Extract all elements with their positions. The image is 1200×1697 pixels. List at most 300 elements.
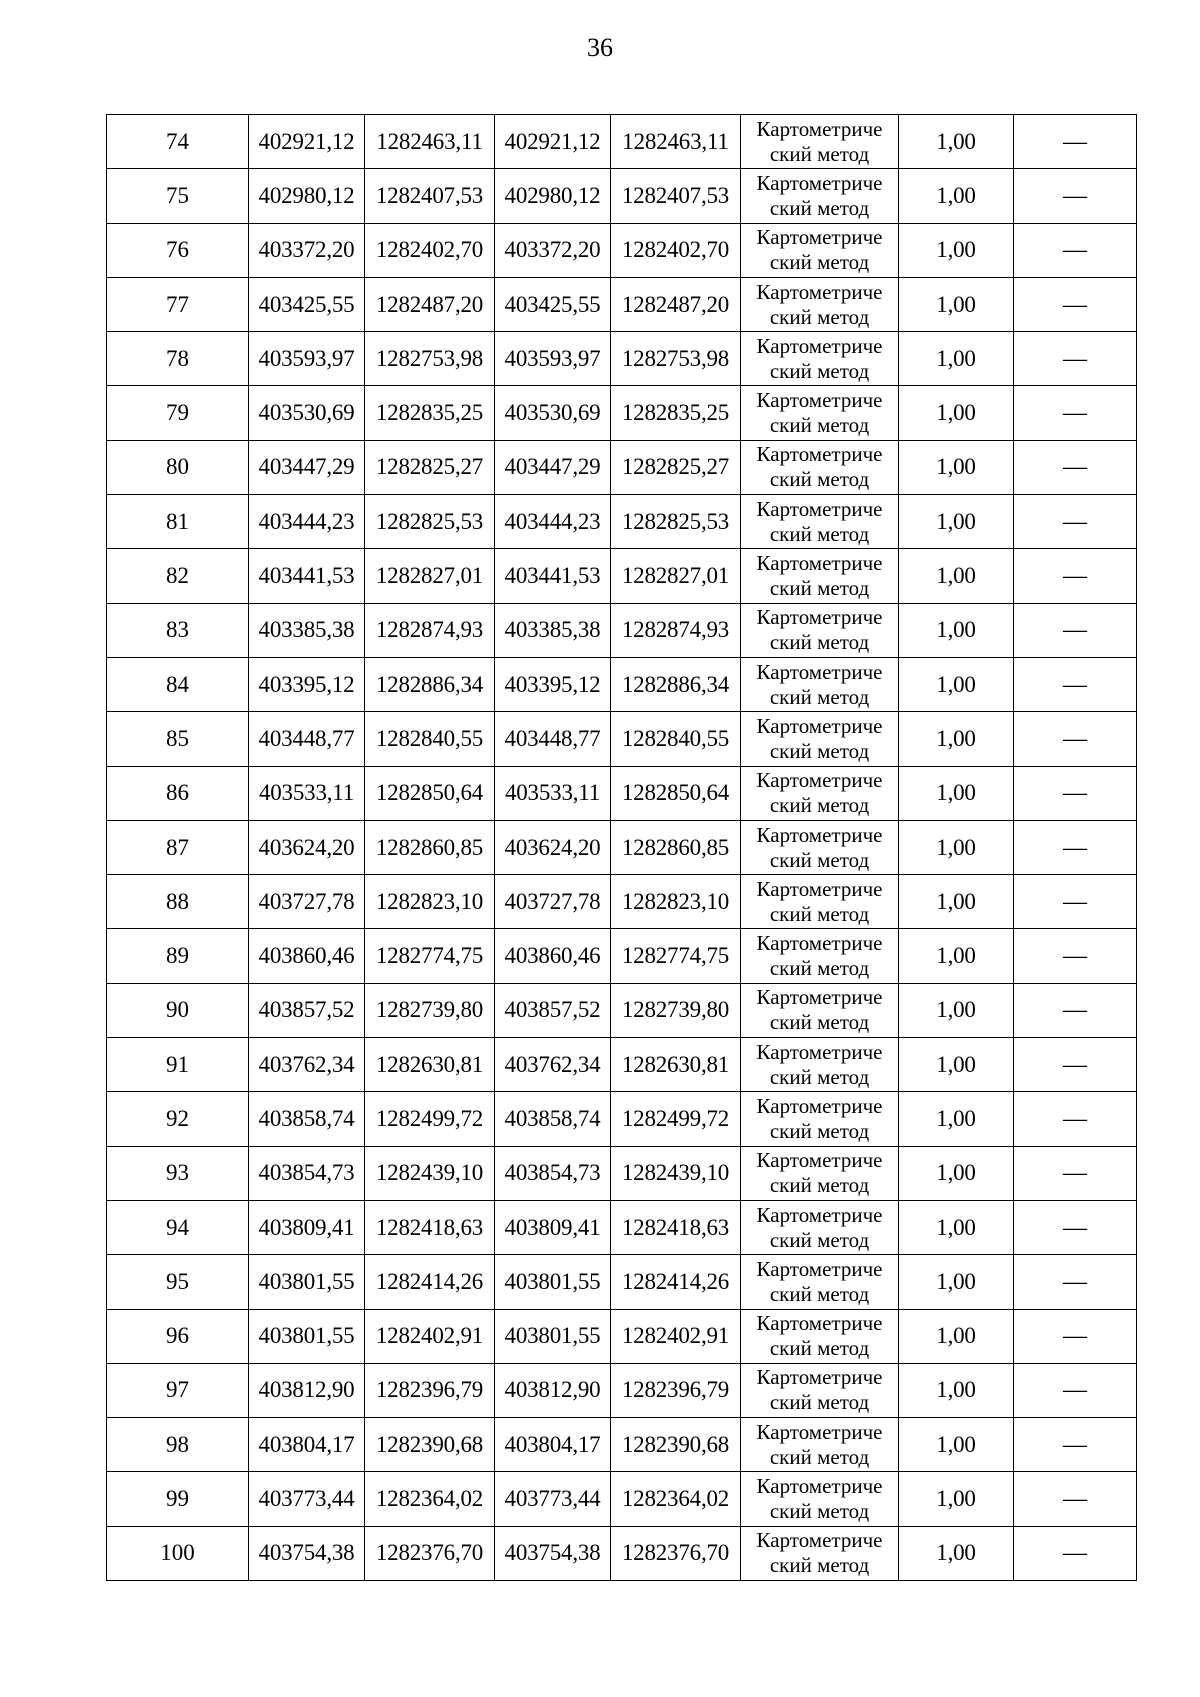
x-existing-cell: 403593,97 xyxy=(249,332,365,386)
note-cell: — xyxy=(1014,603,1137,657)
point-number-cell: 95 xyxy=(107,1255,249,1309)
x-existing-cell: 403533,11 xyxy=(249,766,365,820)
method-line-2: ский метод xyxy=(769,1336,870,1361)
point-number-cell: 84 xyxy=(107,657,249,711)
y-existing-cell: 1282418,63 xyxy=(365,1200,495,1254)
accuracy-cell: 1,00 xyxy=(899,1146,1014,1200)
x-new-cell: 403447,29 xyxy=(495,440,611,494)
point-number-cell: 87 xyxy=(107,820,249,874)
note-cell: — xyxy=(1014,1200,1137,1254)
note-cell: — xyxy=(1014,277,1137,331)
note-cell: — xyxy=(1014,712,1137,766)
x-existing-cell: 403773,44 xyxy=(249,1472,365,1526)
method-line-1: Картометриче xyxy=(756,985,883,1010)
method-line-1: Картометриче xyxy=(756,116,883,141)
method-line-1: Картометриче xyxy=(756,170,883,195)
point-number-cell: 91 xyxy=(107,1038,249,1092)
accuracy-cell: 1,00 xyxy=(899,332,1014,386)
accuracy-cell: 1,00 xyxy=(899,1092,1014,1146)
method-line-1: Картометриче xyxy=(756,551,883,576)
y-new-cell: 1282376,70 xyxy=(611,1526,741,1580)
method-line-2: ский метод xyxy=(769,576,870,601)
y-new-cell: 1282487,20 xyxy=(611,277,741,331)
y-new-cell: 1282414,26 xyxy=(611,1255,741,1309)
method-line-2: ский метод xyxy=(769,738,870,763)
x-new-cell: 403801,55 xyxy=(495,1309,611,1363)
method-cell xyxy=(741,1363,899,1417)
point-number-cell: 83 xyxy=(107,603,249,657)
table-row xyxy=(107,603,1137,657)
note-cell: — xyxy=(1014,169,1137,223)
x-new-cell: 403809,41 xyxy=(495,1200,611,1254)
table-row xyxy=(107,1472,1137,1526)
accuracy-cell: 1,00 xyxy=(899,1309,1014,1363)
accuracy-cell: 1,00 xyxy=(899,712,1014,766)
method-line-1: Картометриче xyxy=(756,605,883,630)
point-number-cell: 75 xyxy=(107,169,249,223)
method-line-2: ский метод xyxy=(769,1173,870,1198)
table-row xyxy=(107,929,1137,983)
table-row xyxy=(107,440,1137,494)
table-row xyxy=(107,657,1137,711)
note-cell: — xyxy=(1014,1472,1137,1526)
x-new-cell: 403857,52 xyxy=(495,983,611,1037)
method-cell xyxy=(741,277,899,331)
accuracy-cell: 1,00 xyxy=(899,766,1014,820)
y-new-cell: 1282823,10 xyxy=(611,875,741,929)
note-cell: — xyxy=(1014,1363,1137,1417)
y-existing-cell: 1282487,20 xyxy=(365,277,495,331)
y-new-cell: 1282753,98 xyxy=(611,332,741,386)
method-line-2: ский метод xyxy=(769,141,870,166)
point-number-cell: 82 xyxy=(107,549,249,603)
accuracy-cell: 1,00 xyxy=(899,1472,1014,1526)
table-row xyxy=(107,983,1137,1037)
method-line-1: Картометриче xyxy=(756,1256,883,1281)
y-new-cell: 1282402,70 xyxy=(611,223,741,277)
page-number: 36 xyxy=(587,33,613,62)
y-new-cell: 1282396,79 xyxy=(611,1363,741,1417)
accuracy-cell: 1,00 xyxy=(899,440,1014,494)
x-existing-cell: 403447,29 xyxy=(249,440,365,494)
y-existing-cell: 1282364,02 xyxy=(365,1472,495,1526)
method-line-2: ский метод xyxy=(769,521,870,546)
method-cell xyxy=(741,1418,899,1472)
table-row xyxy=(107,1255,1137,1309)
x-existing-cell: 403801,55 xyxy=(249,1255,365,1309)
method-cell xyxy=(741,495,899,549)
y-new-cell: 1282463,11 xyxy=(611,115,741,169)
point-number-cell: 80 xyxy=(107,440,249,494)
y-existing-cell: 1282827,01 xyxy=(365,549,495,603)
x-new-cell: 403444,23 xyxy=(495,495,611,549)
x-new-cell: 403530,69 xyxy=(495,386,611,440)
method-cell xyxy=(741,169,899,223)
x-existing-cell: 403395,12 xyxy=(249,657,365,711)
method-line-1: Картометриче xyxy=(756,1202,883,1227)
y-new-cell: 1282825,53 xyxy=(611,495,741,549)
note-cell: — xyxy=(1014,929,1137,983)
accuracy-cell: 1,00 xyxy=(899,495,1014,549)
method-cell xyxy=(741,766,899,820)
method-line-1: Картометриче xyxy=(756,225,883,250)
accuracy-cell: 1,00 xyxy=(899,1363,1014,1417)
method-line-2: ский метод xyxy=(769,1553,870,1578)
point-number-cell: 86 xyxy=(107,766,249,820)
x-new-cell: 403372,20 xyxy=(495,223,611,277)
y-existing-cell: 1282402,91 xyxy=(365,1309,495,1363)
x-new-cell: 403448,77 xyxy=(495,712,611,766)
x-existing-cell: 403385,38 xyxy=(249,603,365,657)
note-cell: — xyxy=(1014,1526,1137,1580)
x-existing-cell: 402980,12 xyxy=(249,169,365,223)
method-line-1: Картометриче xyxy=(756,1311,883,1336)
table-row xyxy=(107,1309,1137,1363)
y-new-cell: 1282860,85 xyxy=(611,820,741,874)
note-cell: — xyxy=(1014,1255,1137,1309)
accuracy-cell: 1,00 xyxy=(899,169,1014,223)
accuracy-cell: 1,00 xyxy=(899,549,1014,603)
point-number-cell: 96 xyxy=(107,1309,249,1363)
accuracy-cell: 1,00 xyxy=(899,603,1014,657)
method-cell xyxy=(741,1309,899,1363)
table-row xyxy=(107,1200,1137,1254)
accuracy-cell: 1,00 xyxy=(899,820,1014,874)
x-existing-cell: 403812,90 xyxy=(249,1363,365,1417)
y-new-cell: 1282835,25 xyxy=(611,386,741,440)
x-new-cell: 403762,34 xyxy=(495,1038,611,1092)
point-number-cell: 97 xyxy=(107,1363,249,1417)
method-line-1: Картометриче xyxy=(756,333,883,358)
point-number-cell: 78 xyxy=(107,332,249,386)
y-existing-cell: 1282850,64 xyxy=(365,766,495,820)
method-cell xyxy=(741,929,899,983)
point-number-cell: 100 xyxy=(107,1526,249,1580)
method-line-1: Картометриче xyxy=(756,822,883,847)
x-new-cell: 403854,73 xyxy=(495,1146,611,1200)
note-cell: — xyxy=(1014,115,1137,169)
table-row xyxy=(107,1526,1137,1580)
point-number-cell: 98 xyxy=(107,1418,249,1472)
method-line-2: ский метод xyxy=(769,358,870,383)
accuracy-cell: 1,00 xyxy=(899,223,1014,277)
x-new-cell: 403533,11 xyxy=(495,766,611,820)
x-existing-cell: 403425,55 xyxy=(249,277,365,331)
accuracy-cell: 1,00 xyxy=(899,875,1014,929)
y-new-cell: 1282850,64 xyxy=(611,766,741,820)
table-row xyxy=(107,223,1137,277)
y-new-cell: 1282827,01 xyxy=(611,549,741,603)
note-cell: — xyxy=(1014,1038,1137,1092)
note-cell: — xyxy=(1014,983,1137,1037)
method-cell xyxy=(741,983,899,1037)
method-line-2: ский метод xyxy=(769,1227,870,1252)
x-existing-cell: 403860,46 xyxy=(249,929,365,983)
method-cell xyxy=(741,1092,899,1146)
table-row xyxy=(107,875,1137,929)
y-existing-cell: 1282396,79 xyxy=(365,1363,495,1417)
x-existing-cell: 402921,12 xyxy=(249,115,365,169)
y-new-cell: 1282774,75 xyxy=(611,929,741,983)
method-line-1: Картометриче xyxy=(756,1039,883,1064)
y-new-cell: 1282402,91 xyxy=(611,1309,741,1363)
method-line-2: ский метод xyxy=(769,901,870,926)
y-existing-cell: 1282739,80 xyxy=(365,983,495,1037)
method-line-1: Картометриче xyxy=(756,442,883,467)
accuracy-cell: 1,00 xyxy=(899,115,1014,169)
y-existing-cell: 1282439,10 xyxy=(365,1146,495,1200)
table-row xyxy=(107,712,1137,766)
y-existing-cell: 1282402,70 xyxy=(365,223,495,277)
x-existing-cell: 403762,34 xyxy=(249,1038,365,1092)
y-new-cell: 1282439,10 xyxy=(611,1146,741,1200)
method-line-1: Картометриче xyxy=(756,876,883,901)
x-existing-cell: 403858,74 xyxy=(249,1092,365,1146)
x-new-cell: 403395,12 xyxy=(495,657,611,711)
x-existing-cell: 403854,73 xyxy=(249,1146,365,1200)
note-cell: — xyxy=(1014,1146,1137,1200)
y-existing-cell: 1282874,93 xyxy=(365,603,495,657)
method-line-2: ский метод xyxy=(769,195,870,220)
note-cell: — xyxy=(1014,1418,1137,1472)
x-existing-cell: 403727,78 xyxy=(249,875,365,929)
y-new-cell: 1282825,27 xyxy=(611,440,741,494)
x-new-cell: 403593,97 xyxy=(495,332,611,386)
method-cell xyxy=(741,115,899,169)
x-new-cell: 403773,44 xyxy=(495,1472,611,1526)
accuracy-cell: 1,00 xyxy=(899,277,1014,331)
method-line-2: ский метод xyxy=(769,1064,870,1089)
note-cell: — xyxy=(1014,440,1137,494)
y-new-cell: 1282407,53 xyxy=(611,169,741,223)
method-line-2: ский метод xyxy=(769,793,870,818)
y-existing-cell: 1282390,68 xyxy=(365,1418,495,1472)
method-line-1: Картометриче xyxy=(756,1148,883,1173)
method-line-1: Картометриче xyxy=(756,1093,883,1118)
method-line-2: ский метод xyxy=(769,630,870,655)
y-existing-cell: 1282753,98 xyxy=(365,332,495,386)
table-row xyxy=(107,766,1137,820)
y-new-cell: 1282874,93 xyxy=(611,603,741,657)
method-line-2: ский метод xyxy=(769,684,870,709)
note-cell: — xyxy=(1014,549,1137,603)
x-new-cell: 403441,53 xyxy=(495,549,611,603)
accuracy-cell: 1,00 xyxy=(899,1418,1014,1472)
accuracy-cell: 1,00 xyxy=(899,1255,1014,1309)
accuracy-cell: 1,00 xyxy=(899,1038,1014,1092)
method-line-1: Картометриче xyxy=(756,388,883,413)
method-line-1: Картометриче xyxy=(756,768,883,793)
method-cell xyxy=(741,1146,899,1200)
x-new-cell: 403624,20 xyxy=(495,820,611,874)
method-cell xyxy=(741,712,899,766)
method-line-2: ский метод xyxy=(769,413,870,438)
x-existing-cell: 403809,41 xyxy=(249,1200,365,1254)
point-number-cell: 89 xyxy=(107,929,249,983)
table-row xyxy=(107,820,1137,874)
table-row xyxy=(107,386,1137,440)
table-row xyxy=(107,277,1137,331)
y-new-cell: 1282499,72 xyxy=(611,1092,741,1146)
point-number-cell: 94 xyxy=(107,1200,249,1254)
x-new-cell: 403858,74 xyxy=(495,1092,611,1146)
point-number-cell: 92 xyxy=(107,1092,249,1146)
table-row xyxy=(107,1092,1137,1146)
method-cell xyxy=(741,440,899,494)
point-number-cell: 88 xyxy=(107,875,249,929)
method-line-2: ский метод xyxy=(769,304,870,329)
method-cell xyxy=(741,223,899,277)
x-new-cell: 402921,12 xyxy=(495,115,611,169)
point-number-cell: 93 xyxy=(107,1146,249,1200)
y-existing-cell: 1282835,25 xyxy=(365,386,495,440)
x-existing-cell: 403624,20 xyxy=(249,820,365,874)
x-new-cell: 403801,55 xyxy=(495,1255,611,1309)
point-number-cell: 99 xyxy=(107,1472,249,1526)
note-cell: — xyxy=(1014,386,1137,440)
table-row xyxy=(107,1038,1137,1092)
method-line-2: ский метод xyxy=(769,467,870,492)
note-cell: — xyxy=(1014,495,1137,549)
method-line-1: Картометриче xyxy=(756,1528,883,1553)
point-number-cell: 81 xyxy=(107,495,249,549)
table-row xyxy=(107,332,1137,386)
x-existing-cell: 403441,53 xyxy=(249,549,365,603)
note-cell: — xyxy=(1014,657,1137,711)
y-existing-cell: 1282774,75 xyxy=(365,929,495,983)
note-cell: — xyxy=(1014,223,1137,277)
table-row xyxy=(107,1418,1137,1472)
method-line-2: ский метод xyxy=(769,1281,870,1306)
y-new-cell: 1282840,55 xyxy=(611,712,741,766)
x-new-cell: 403727,78 xyxy=(495,875,611,929)
method-line-1: Картометриче xyxy=(756,1419,883,1444)
x-new-cell: 403425,55 xyxy=(495,277,611,331)
method-line-1: Картометриче xyxy=(756,713,883,738)
accuracy-cell: 1,00 xyxy=(899,1200,1014,1254)
x-new-cell: 403754,38 xyxy=(495,1526,611,1580)
method-cell xyxy=(741,549,899,603)
method-line-2: ский метод xyxy=(769,250,870,275)
y-existing-cell: 1282860,85 xyxy=(365,820,495,874)
method-line-2: ский метод xyxy=(769,1010,870,1035)
y-existing-cell: 1282825,27 xyxy=(365,440,495,494)
y-existing-cell: 1282886,34 xyxy=(365,657,495,711)
accuracy-cell: 1,00 xyxy=(899,657,1014,711)
coordinates-table xyxy=(106,114,1137,1581)
x-new-cell: 403385,38 xyxy=(495,603,611,657)
point-number-cell: 90 xyxy=(107,983,249,1037)
point-number-cell: 85 xyxy=(107,712,249,766)
accuracy-cell: 1,00 xyxy=(899,929,1014,983)
method-line-1: Картометриче xyxy=(756,1474,883,1499)
x-existing-cell: 403448,77 xyxy=(249,712,365,766)
table-row xyxy=(107,115,1137,169)
x-existing-cell: 403754,38 xyxy=(249,1526,365,1580)
accuracy-cell: 1,00 xyxy=(899,386,1014,440)
note-cell: — xyxy=(1014,820,1137,874)
method-cell xyxy=(741,603,899,657)
y-existing-cell: 1282825,53 xyxy=(365,495,495,549)
y-new-cell: 1282418,63 xyxy=(611,1200,741,1254)
y-existing-cell: 1282630,81 xyxy=(365,1038,495,1092)
table-row xyxy=(107,169,1137,223)
x-new-cell: 402980,12 xyxy=(495,169,611,223)
y-new-cell: 1282364,02 xyxy=(611,1472,741,1526)
x-existing-cell: 403372,20 xyxy=(249,223,365,277)
x-existing-cell: 403530,69 xyxy=(249,386,365,440)
y-existing-cell: 1282463,11 xyxy=(365,115,495,169)
y-new-cell: 1282886,34 xyxy=(611,657,741,711)
y-existing-cell: 1282823,10 xyxy=(365,875,495,929)
x-new-cell: 403812,90 xyxy=(495,1363,611,1417)
method-cell xyxy=(741,386,899,440)
table-row xyxy=(107,495,1137,549)
method-line-1: Картометриче xyxy=(756,931,883,956)
y-existing-cell: 1282376,70 xyxy=(365,1526,495,1580)
table-row xyxy=(107,549,1137,603)
point-number-cell: 74 xyxy=(107,115,249,169)
table-row xyxy=(107,1363,1137,1417)
x-existing-cell: 403804,17 xyxy=(249,1418,365,1472)
x-existing-cell: 403801,55 xyxy=(249,1309,365,1363)
method-line-1: Картометриче xyxy=(756,659,883,684)
method-line-2: ский метод xyxy=(769,956,870,981)
x-new-cell: 403860,46 xyxy=(495,929,611,983)
method-cell xyxy=(741,1255,899,1309)
method-line-2: ский метод xyxy=(769,1499,870,1524)
table-row xyxy=(107,1146,1137,1200)
y-existing-cell: 1282840,55 xyxy=(365,712,495,766)
note-cell: — xyxy=(1014,1092,1137,1146)
y-existing-cell: 1282499,72 xyxy=(365,1092,495,1146)
method-line-1: Картометриче xyxy=(756,279,883,304)
table-body xyxy=(107,115,1137,1581)
note-cell: — xyxy=(1014,1309,1137,1363)
method-cell xyxy=(741,1038,899,1092)
method-line-2: ский метод xyxy=(769,1118,870,1143)
y-existing-cell: 1282414,26 xyxy=(365,1255,495,1309)
x-new-cell: 403804,17 xyxy=(495,1418,611,1472)
method-cell xyxy=(741,820,899,874)
y-new-cell: 1282630,81 xyxy=(611,1038,741,1092)
method-cell xyxy=(741,1200,899,1254)
y-existing-cell: 1282407,53 xyxy=(365,169,495,223)
x-existing-cell: 403857,52 xyxy=(249,983,365,1037)
y-new-cell: 1282390,68 xyxy=(611,1418,741,1472)
y-new-cell: 1282739,80 xyxy=(611,983,741,1037)
method-line-2: ский метод xyxy=(769,1390,870,1415)
note-cell: — xyxy=(1014,875,1137,929)
method-cell xyxy=(741,875,899,929)
x-existing-cell: 403444,23 xyxy=(249,495,365,549)
method-cell xyxy=(741,1472,899,1526)
method-line-2: ский метод xyxy=(769,847,870,872)
method-cell xyxy=(741,332,899,386)
point-number-cell: 76 xyxy=(107,223,249,277)
method-cell xyxy=(741,657,899,711)
accuracy-cell: 1,00 xyxy=(899,1526,1014,1580)
method-cell xyxy=(741,1526,899,1580)
point-number-cell: 77 xyxy=(107,277,249,331)
note-cell: — xyxy=(1014,766,1137,820)
note-cell: — xyxy=(1014,332,1137,386)
method-line-1: Картометриче xyxy=(756,1365,883,1390)
method-line-2: ский метод xyxy=(769,1444,870,1469)
point-number-cell: 79 xyxy=(107,386,249,440)
accuracy-cell: 1,00 xyxy=(899,983,1014,1037)
method-line-1: Картометриче xyxy=(756,496,883,521)
